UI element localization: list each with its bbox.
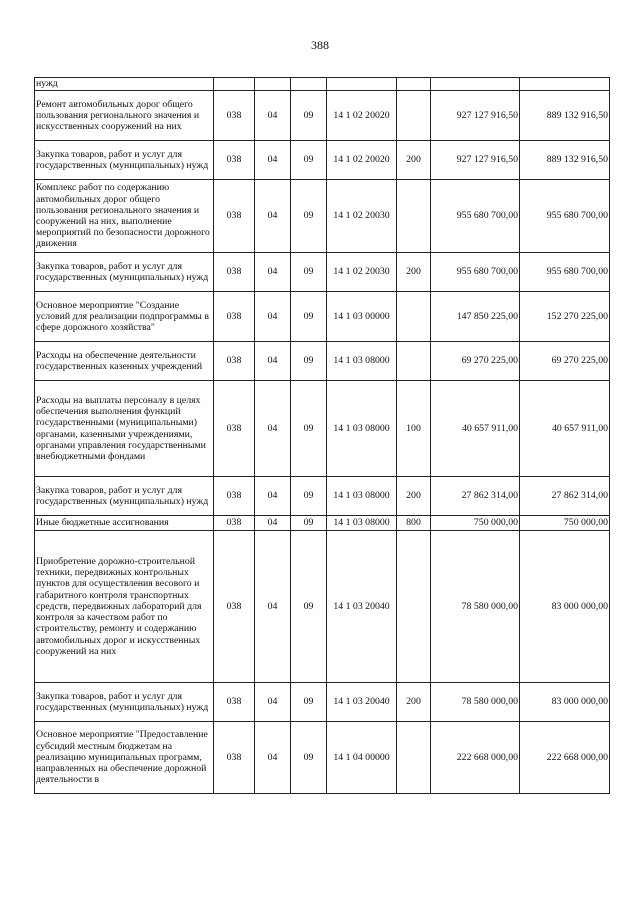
- table-row: [35, 141, 610, 180]
- row-name-cell: Приобретение дорожно-строительной техники, передвижных контрольных пунктов для осуществления весового и габаритного контроля транспортных средств, передвижных лабораторий для контроля за качеством работ по строительству, ремонту и содержанию автомобильных дорог и искусственных сооружений на них: [35, 531, 214, 683]
- row-sum-year-2-cell: 83 000 000,00: [520, 683, 610, 722]
- row-sum-year-2-cell: 889 132 916,50: [520, 91, 610, 141]
- row-sum-year-1-cell: 927 127 916,50: [431, 91, 520, 141]
- table-row: [35, 180, 610, 253]
- row-expense-type-cell: [397, 78, 431, 91]
- row-target-article-cell: 14 1 03 08000: [327, 516, 397, 531]
- row-name-cell: Закупка товаров, работ и услуг для государственных (муниципальных) нужд: [35, 141, 214, 180]
- budget-table-body: [35, 78, 610, 794]
- row-expense-type-cell: 200: [397, 683, 431, 722]
- row-subsection-cell: 09: [291, 141, 327, 180]
- row-target-article-cell: 14 1 03 00000: [327, 292, 397, 342]
- table-row: [35, 253, 610, 292]
- row-target-article-cell: 14 1 02 20020: [327, 91, 397, 141]
- table-row: [35, 722, 610, 794]
- table-row: [35, 683, 610, 722]
- row-sum-year-1-cell: 222 668 000,00: [431, 722, 520, 794]
- row-name-cell: Основное мероприятие "Создание условий для реализации подпрограммы в сфере дорожного хозяйства": [35, 292, 214, 342]
- row-sum-year-2-cell: 222 668 000,00: [520, 722, 610, 794]
- row-sum-year-2-cell: 750 000,00: [520, 516, 610, 531]
- table-row: [35, 381, 610, 477]
- row-target-article-cell: 14 1 02 20030: [327, 253, 397, 292]
- row-sum-year-2-cell: 40 657 911,00: [520, 381, 610, 477]
- row-code-cell: 038: [214, 292, 255, 342]
- row-code-cell: 038: [214, 531, 255, 683]
- row-subsection-cell: 09: [291, 381, 327, 477]
- row-section-cell: 04: [255, 180, 291, 253]
- row-subsection-cell: 09: [291, 253, 327, 292]
- row-expense-type-cell: 200: [397, 141, 431, 180]
- row-expense-type-cell: [397, 292, 431, 342]
- row-expense-type-cell: [397, 91, 431, 141]
- row-sum-year-1-cell: 27 862 314,00: [431, 477, 520, 516]
- row-expense-type-cell: [397, 180, 431, 253]
- row-sum-year-1-cell: 955 680 700,00: [431, 253, 520, 292]
- row-code-cell: 038: [214, 477, 255, 516]
- row-name-cell: нужд: [35, 78, 214, 91]
- row-name-cell: Основное мероприятие "Предоставление субсидий местным бюджетам на реализацию муниципальных программ, направленных на обеспечение дорожной деятельности в: [35, 722, 214, 794]
- row-code-cell: 038: [214, 722, 255, 794]
- row-sum-year-2-cell: 27 862 314,00: [520, 477, 610, 516]
- table-row: [35, 531, 610, 683]
- row-sum-year-2-cell: 83 000 000,00: [520, 531, 610, 683]
- row-expense-type-cell: [397, 531, 431, 683]
- table-row: [35, 477, 610, 516]
- table-row: [35, 91, 610, 141]
- row-subsection-cell: 09: [291, 180, 327, 253]
- row-code-cell: 038: [214, 180, 255, 253]
- row-name-cell: Расходы на обеспечение деятельности государственных казенных учреждений: [35, 342, 214, 381]
- row-section-cell: 04: [255, 292, 291, 342]
- row-name-cell: Закупка товаров, работ и услуг для государственных (муниципальных) нужд: [35, 477, 214, 516]
- row-expense-type-cell: 100: [397, 381, 431, 477]
- row-name-cell: Комплекс работ по содержанию автомобильных дорог общего пользования регионального значения и сооружений на них, выполнение мероприятий по безопасности дорожного движения: [35, 180, 214, 253]
- row-section-cell: 04: [255, 342, 291, 381]
- row-section-cell: [255, 78, 291, 91]
- row-target-article-cell: [327, 78, 397, 91]
- row-sum-year-2-cell: 955 680 700,00: [520, 180, 610, 253]
- table-row: [35, 516, 610, 531]
- row-sum-year-2-cell: [520, 78, 610, 91]
- row-sum-year-1-cell: 69 270 225,00: [431, 342, 520, 381]
- row-code-cell: 038: [214, 381, 255, 477]
- page-number: 388: [311, 38, 329, 52]
- row-sum-year-1-cell: 40 657 911,00: [431, 381, 520, 477]
- row-section-cell: 04: [255, 141, 291, 180]
- table-row: [35, 78, 610, 91]
- row-target-article-cell: 14 1 04 00000: [327, 722, 397, 794]
- row-section-cell: 04: [255, 91, 291, 141]
- row-subsection-cell: 09: [291, 516, 327, 531]
- row-target-article-cell: 14 1 02 20030: [327, 180, 397, 253]
- row-sum-year-2-cell: 889 132 916,50: [520, 141, 610, 180]
- row-target-article-cell: 14 1 02 20020: [327, 141, 397, 180]
- row-code-cell: 038: [214, 342, 255, 381]
- row-subsection-cell: 09: [291, 477, 327, 516]
- row-name-cell: Расходы на выплаты персоналу в целях обеспечения выполнения функций государственными (муниципальными) органами, казенными учреждениями, органами управления государственными внебюджетными фондами: [35, 381, 214, 477]
- row-sum-year-1-cell: 750 000,00: [431, 516, 520, 531]
- row-target-article-cell: 14 1 03 08000: [327, 477, 397, 516]
- row-section-cell: 04: [255, 531, 291, 683]
- row-expense-type-cell: 200: [397, 477, 431, 516]
- row-expense-type-cell: [397, 722, 431, 794]
- row-subsection-cell: 09: [291, 342, 327, 381]
- row-code-cell: 038: [214, 683, 255, 722]
- row-sum-year-1-cell: 78 580 000,00: [431, 531, 520, 683]
- row-name-cell: Иные бюджетные ассигнования: [35, 516, 214, 531]
- row-target-article-cell: 14 1 03 08000: [327, 342, 397, 381]
- row-subsection-cell: 09: [291, 683, 327, 722]
- table-row: [35, 342, 610, 381]
- row-sum-year-1-cell: [431, 78, 520, 91]
- row-section-cell: 04: [255, 683, 291, 722]
- row-sum-year-1-cell: 147 850 225,00: [431, 292, 520, 342]
- row-sum-year-2-cell: 152 270 225,00: [520, 292, 610, 342]
- row-section-cell: 04: [255, 516, 291, 531]
- row-name-cell: Закупка товаров, работ и услуг для государственных (муниципальных) нужд: [35, 683, 214, 722]
- row-section-cell: 04: [255, 381, 291, 477]
- row-subsection-cell: 09: [291, 531, 327, 683]
- row-subsection-cell: [291, 78, 327, 91]
- table-row: [35, 292, 610, 342]
- row-section-cell: 04: [255, 722, 291, 794]
- row-name-cell: Закупка товаров, работ и услуг для государственных (муниципальных) нужд: [35, 253, 214, 292]
- row-sum-year-1-cell: 78 580 000,00: [431, 683, 520, 722]
- row-expense-type-cell: [397, 342, 431, 381]
- row-code-cell: 038: [214, 253, 255, 292]
- row-code-cell: 038: [214, 91, 255, 141]
- row-code-cell: 038: [214, 141, 255, 180]
- row-subsection-cell: 09: [291, 292, 327, 342]
- row-sum-year-1-cell: 955 680 700,00: [431, 180, 520, 253]
- row-subsection-cell: 09: [291, 722, 327, 794]
- row-target-article-cell: 14 1 03 20040: [327, 683, 397, 722]
- row-expense-type-cell: 200: [397, 253, 431, 292]
- row-code-cell: 038: [214, 516, 255, 531]
- row-target-article-cell: 14 1 03 20040: [327, 531, 397, 683]
- row-target-article-cell: 14 1 03 08000: [327, 381, 397, 477]
- row-sum-year-1-cell: 927 127 916,50: [431, 141, 520, 180]
- budget-table: [34, 77, 610, 794]
- row-sum-year-2-cell: 955 680 700,00: [520, 253, 610, 292]
- row-sum-year-2-cell: 69 270 225,00: [520, 342, 610, 381]
- row-name-cell: Ремонт автомобильных дорог общего пользования регионального значения и искусственных сооружений на них: [35, 91, 214, 141]
- row-expense-type-cell: 800: [397, 516, 431, 531]
- row-section-cell: 04: [255, 477, 291, 516]
- row-code-cell: [214, 78, 255, 91]
- row-subsection-cell: 09: [291, 91, 327, 141]
- row-section-cell: 04: [255, 253, 291, 292]
